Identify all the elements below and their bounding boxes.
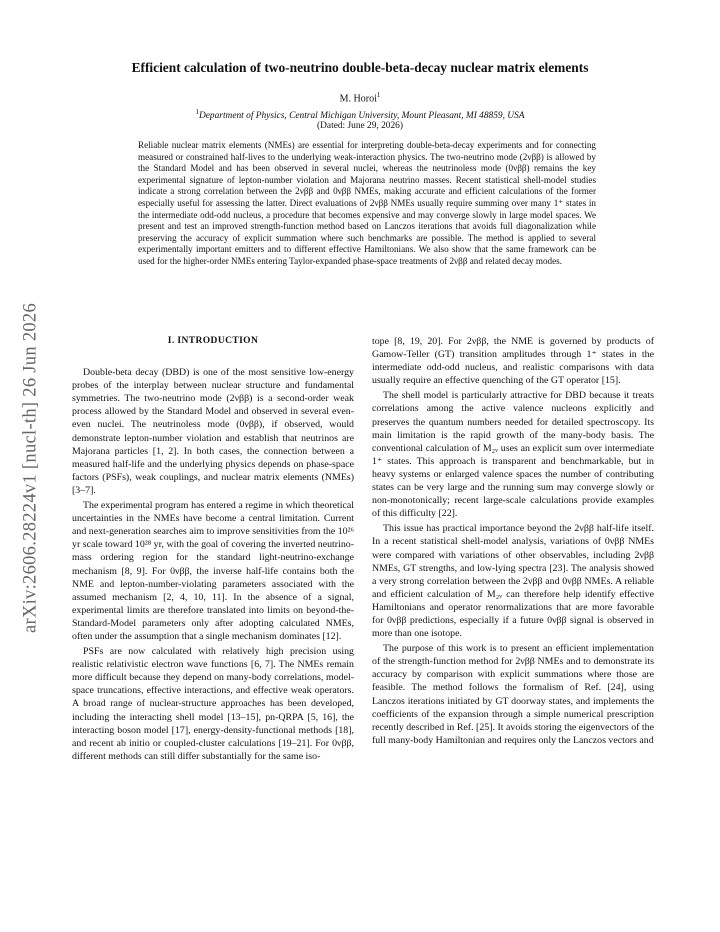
author-line	[60, 91, 660, 104]
paragraph: tope [8, 19, 20]. For 2νββ, the NME is governed by products of Gamow-Teller (GT) transition amplitudes through 1⁺ states in the intermediate odd-odd nucleus, and realistic comparisons with data usually require an effective quenching of the GT operator [15].	[372, 336, 654, 387]
date-line: (Dated: June 29, 2026)	[317, 121, 403, 131]
affiliation-superscript: 1	[195, 108, 199, 116]
section-heading: I. INTRODUCTION	[167, 336, 259, 346]
author-name: M. Horoi	[339, 93, 377, 105]
paragraph: The shell model is particularly attractive for DBD because it treats correlations among the active valence nucleons explicitly and preserves the quantum numbers needed for detailed spectroscopy. Its main limitation is the rapid growth of the many-body basis. The conventional calculation of M₂ᵥ uses an explicit sum over intermediate 1⁺ states. This approach is transparent and benchmarkable, but in heavy systems or enlarged valence spaces the number of contributing states can be very large and the running sum may converge slowly or non-monotonically; recent large-scale calculations provide examples of this difficulty [22].	[372, 390, 654, 520]
abstract: Reliable nuclear matrix elements (NMEs) are essential for interpreting double-beta-decay experiments and for connecting measured or constrained half-lives to the underlying weak-interaction physics. The two-neutrino mode (2νββ) is allowed by the Standard Model and has been observed in several nuclei, whereas the neutrinoless mode (0νββ) remains the key experimental signature of lepton-number violation and Majorana neutrino masses. Recent statistical shell-model studies indicate a strong correlation between the 2νββ and 0νββ NMEs, making accurate and efficient calculations of the former especially useful for assessing the latter. Direct evaluations of 2νββ NMEs usually require summing over many 1⁺ states in the intermediate odd-odd nucleus, a procedure that becomes expensive and may converge slowly in large model spaces. We present and test an improved strength-function method based on Lanczos iterations that avoids full diagonalization while preserving the accuracy of explicit summation where such benchmarks are possible. The method is applied to several experimentally important emitters and to different effective Hamiltonians. We also show that the same framework can be used for the higher-order NMEs entering Taylor-expanded phase-space treatments of 2νββ and related decay modes.	[138, 140, 596, 266]
arxiv-identifier: arXiv:2606.28224v1 [nucl-th] 26 Jun 2026	[20, 302, 41, 634]
right-column	[372, 335, 654, 747]
paragraph: PSFs are now calculated with relatively high precision using realistic relativistic electron wave functions [6, 7]. The NMEs remain more difficult because they depend on many-body correlations, model-space truncations, effective interactions, and effective weak operators. A broad range of nuclear-structure approaches has been developed, including the interacting shell model [13–15], pn-QRPA [5, 16], the interacting boson model [17], energy-density-functional methods [18], and recent ab initio or coupled-cluster calculations [19–21]. For 0νββ, different methods can still differ substantially for the same iso-	[72, 646, 354, 762]
affiliation: Department of Physics, Central Michigan University, Mount Pleasant, MI 48859, USA	[199, 111, 525, 122]
author-superscript: 1	[376, 91, 381, 99]
paragraph: The purpose of this work is to present an efficient implementation of the strength-function method for 2νββ NMEs and to demonstrate its accuracy by comparison with explicit summations where those are feasible. The method follows the formalism of Ref. [24], using Lanczos iterations initiated by GT doorway states, and implements the coefficients of the expansion through a simple numerical prescription recently described in Ref. [25]. It avoids storing the eigenvectors of the full many-body Hamiltonian and requires only the Lanczos vectors and	[372, 643, 654, 746]
paper-title: Efficient calculation of two-neutrino double-beta-decay nuclear matrix elements	[131, 60, 589, 75]
paragraph: This issue has practical importance beyond the 2νββ half-life itself. In a recent statistical shell-model analysis, variations of 0νββ NMEs were compared with variations of other observables, including 2νββ NMEs, GT strengths, and low-lying spectra [23]. The analysis showed a very strong correlation between the 2νββ and 0νββ NMEs. A reliable and efficient calculation of M₂ᵥ can therefore help identify effective Hamiltonians and operator renormalizations that are more favorable for 0νββ predictions, especially if a future 0νββ signal is observed in more than one isotope.	[372, 523, 654, 640]
paragraph: The experimental program has entered a regime in which theoretical uncertainties in the NMEs have become a central limitation. Current and next-generation searches aim to improve sensitivities from the 10²⁶ yr scale toward 10²⁸ yr, with the goal of covering the inverted neutrino-mass ordering region for the standard light-neutrino-exchange mechanism [8, 9]. For 0νββ, the inverse half-life contains both the NME and lepton-number-violating parameters associated with the assumed mechanism [2, 4, 10, 11]. In the absence of a signal, experimental limits are therefore translated into limits on beyond-the-Standard-Model parameters only after adopting calculated NMEs, often under the assumption that a single mechanism dominates [12].	[72, 500, 354, 642]
arxiv-sidebar-stamp	[20, 258, 42, 678]
paragraph: Double-beta decay (DBD) is one of the most sensitive low-energy probes of the interplay between nuclear structure and fundamental symmetries. The two-neutrino mode (2νββ) is a second-order weak process allowed by the Standard Model and observed in several even-even nuclei. The neutrinoless mode (0νββ), if observed, would demonstrate lepton-number violation and establish that neutrinos are Majorana particles [1, 2]. In both cases, the connection between a measured half-life and the underlying physics depends on phase-space factors (PSFs), weak couplings, and nuclear matrix elements (NMEs) [3–7].	[72, 367, 354, 496]
affiliation-line	[60, 108, 660, 121]
left-column	[72, 335, 354, 763]
